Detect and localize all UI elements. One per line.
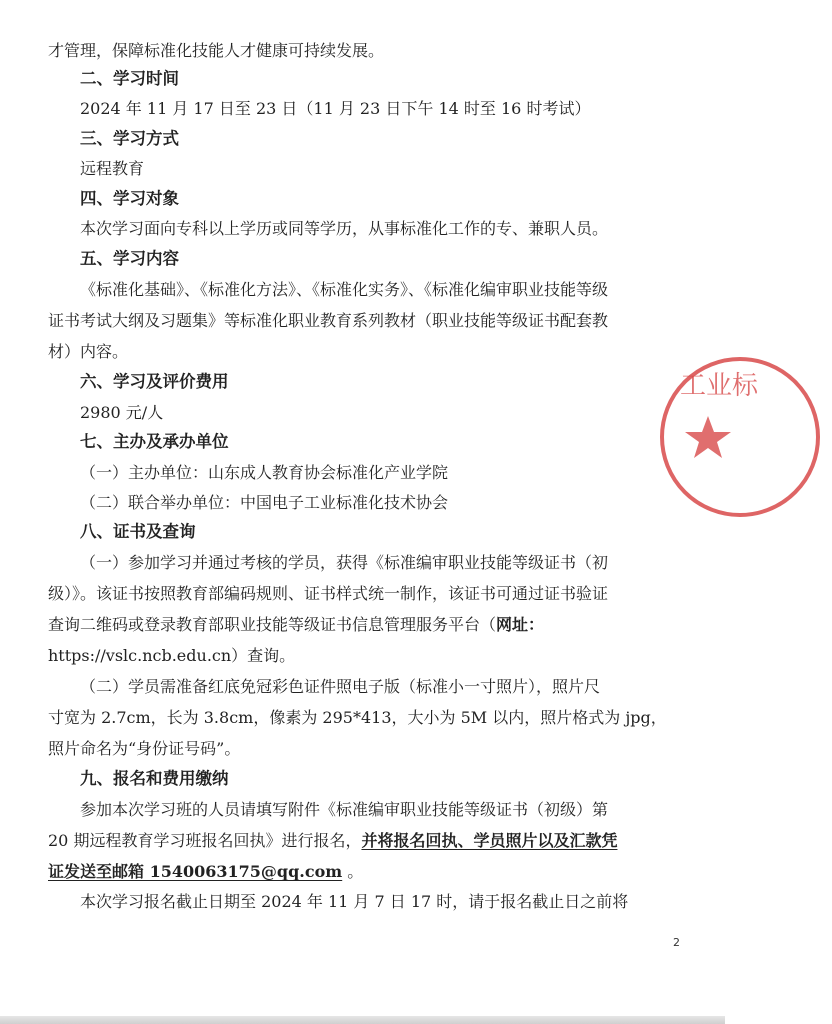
page-number: 2 — [673, 936, 680, 949]
certificate-text: （一）参加学习并通过考核的学员，获得《标准编审职业技能等级证书（初 — [80, 553, 609, 572]
section-heading-study-target: 四、学习对象 — [80, 189, 179, 208]
certificate-text: 级）》。该证书按照教育部编码规则、证书样式统一制作，该证书可通过证书验证 — [48, 584, 609, 603]
paragraph-line: 才管理，保障标准化技能人才健康可持续发展。 — [48, 41, 385, 60]
photo-requirement-text: 照片命名为“身份证号码”。 — [48, 739, 241, 758]
registration-instruction: 并将报名回执、学员照片以及汇款凭 — [361, 831, 618, 850]
co-organizer-text: （二）联合举办单位：中国电子工业标准化技术协会 — [80, 493, 449, 512]
seal-text: 工业标 — [680, 371, 759, 401]
study-content-text: 《标准化基础》、《标准化方法》、《标准化实务》、《标准化编审职业技能等级 — [80, 280, 609, 299]
section-heading-organizers: 七、主办及承办单位 — [80, 432, 229, 451]
organizer-text: （一）主办单位：山东成人教育协会标准化产业学院 — [80, 463, 449, 482]
registration-text: 参加本次学习班的人员请填写附件《标准编审职业技能等级证书（初级）第 — [80, 800, 609, 819]
section-heading-registration: 九、报名和费用缴纳 — [80, 769, 229, 788]
registration-text-part: 20 期远程教育学习班报名回执》进行报名， — [48, 831, 362, 850]
section-heading-fees: 六、学习及评价费用 — [80, 372, 229, 391]
deadline-text: 本次学习报名截止日期至 2024 年 11 月 7 日 17 时，请于报名截止日之前将 — [80, 892, 629, 911]
study-content-text: 材）内容。 — [48, 342, 129, 361]
study-content-text: 证书考试大纲及习题集》等标准化职业教育系列教材（职业技能等级证书配套教 — [48, 311, 609, 330]
fee-text: 2980 元/人 — [80, 403, 164, 422]
section-heading-study-method: 三、学习方式 — [80, 129, 179, 148]
study-method-text: 远程教育 — [80, 159, 145, 178]
website-url: https://vslc.ncb.edu.cn）查询。 — [48, 646, 296, 665]
section-heading-certificate: 八、证书及查询 — [80, 522, 196, 541]
section-heading-study-content: 五、学习内容 — [80, 249, 179, 268]
registration-text-part: 。 — [342, 862, 364, 881]
study-time-text: 2024 年 11 月 17 日至 23 日（11 月 23 日下午 14 时至 16 时考试） — [80, 99, 591, 118]
certificate-text-part: 查询二维码或登录教育部职业技能等级证书信息管理服务平台（ — [48, 615, 497, 634]
registration-text — [48, 830, 688, 852]
registration-email: 证发送至邮箱 1540063175@qq.com — [48, 862, 343, 881]
website-label: 网址： — [496, 615, 545, 634]
certificate-text — [48, 614, 688, 636]
photo-requirement-text: （二）学员需准备红底免冠彩色证件照电子版（标准小一寸照片），照片尺 — [80, 677, 601, 696]
photo-requirement-text: 寸宽为 2.7cm，长为 3.8cm，像素为 295*413，大小为 5M 以内，照片格式为 jpg， — [48, 708, 667, 727]
study-target-text: 本次学习面向专科以上学历或同等学历，从事标准化工作的专、兼职人员。 — [80, 219, 609, 238]
section-heading-study-time: 二、学习时间 — [80, 69, 179, 88]
page-bottom-edge — [0, 1016, 725, 1024]
registration-text — [48, 861, 688, 883]
